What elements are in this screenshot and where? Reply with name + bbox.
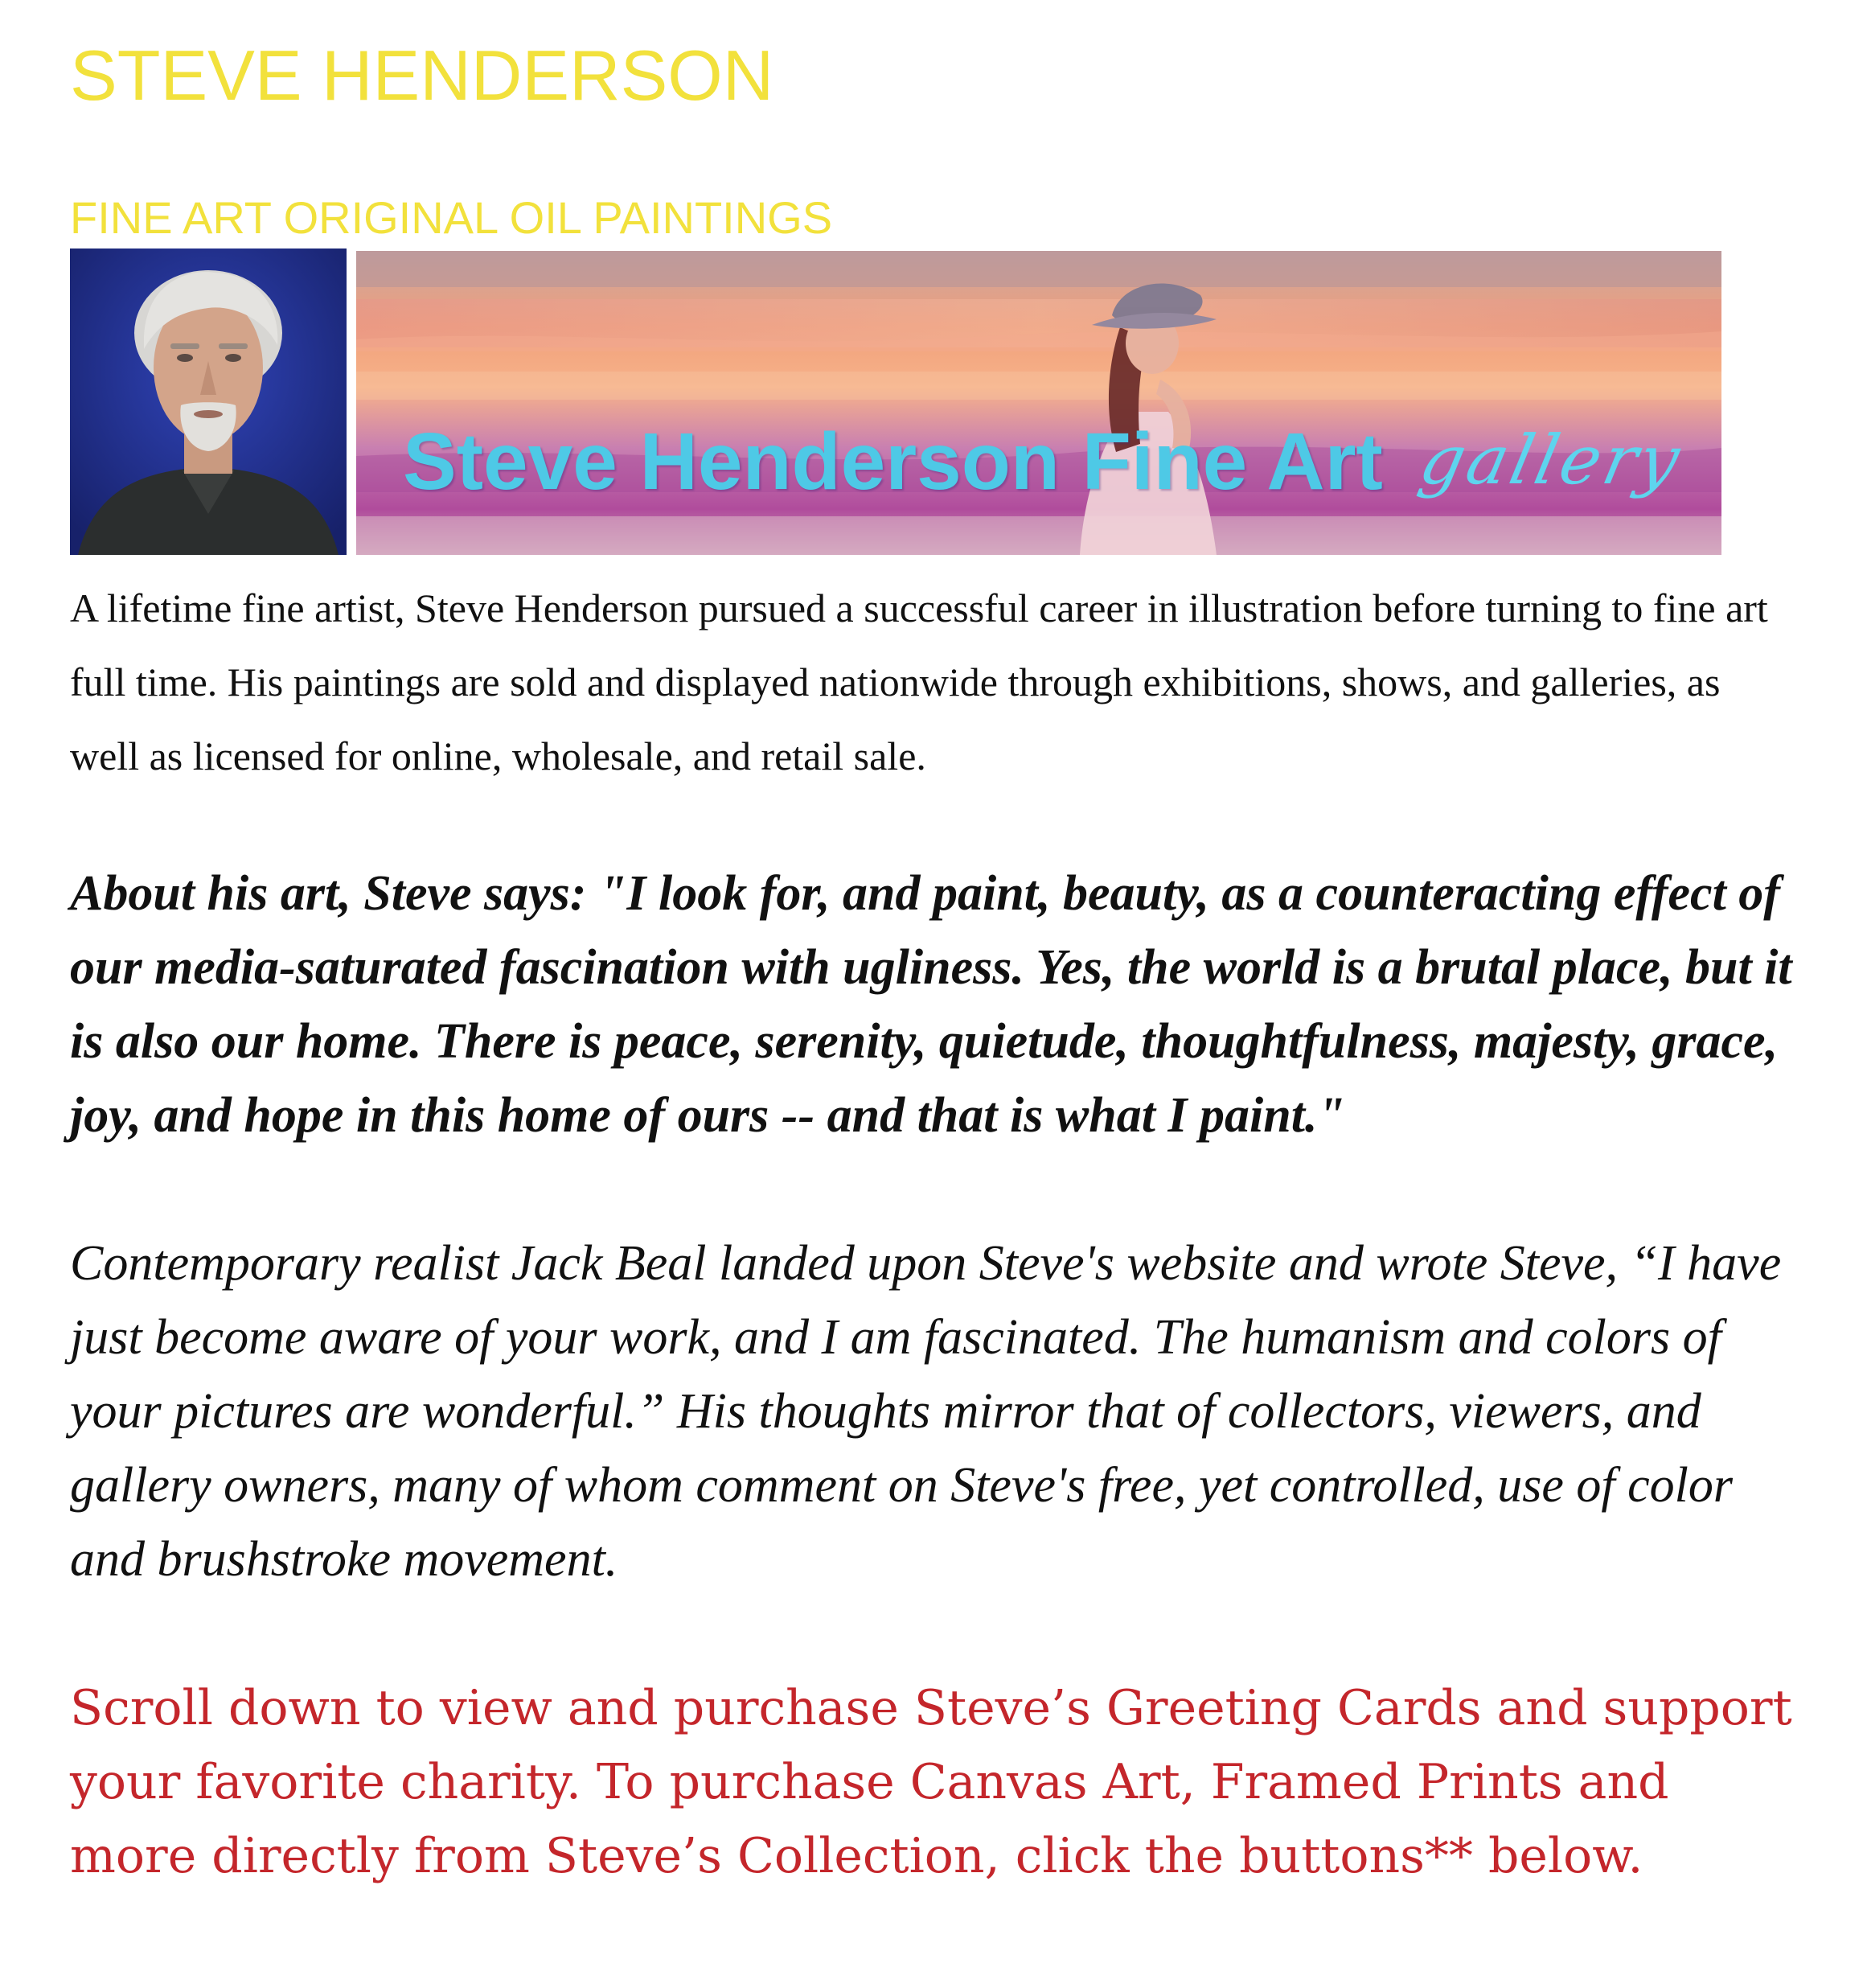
artist-intro-paragraph: A lifetime fine artist, Steve Henderson pursued a successful career in illustration before turning to fine art full time. His paintings are sold and displayed nationwide through exhibitions, shows, and galleries, as well as licensed for online, wholesale, and retail sale. xyxy=(70,585,1768,778)
artist-name-heading: STEVE HENDERSON xyxy=(70,35,774,115)
gallery-banner xyxy=(356,251,1721,555)
artist-portrait-photo xyxy=(70,249,347,555)
purchase-call-to-action: Scroll down to view and purchase Steve’s Greeting Cards and support your favorite charity. To purchase Canvas Art, Framed Prints and more directly from Steve’s Collection, click the buttons** below. xyxy=(70,1680,1792,1884)
banner-title: Steve Henderson Fine Art xyxy=(403,417,1383,507)
artist-subtitle: FINE ART ORIGINAL OIL PAINTINGS xyxy=(70,192,833,243)
jack-beal-testimonial: Contemporary realist Jack Beal landed upon Steve's website and wrote Steve, “I have just become aware of your work, and I am fascinated. The humanism and colors of your pictures are wonderful.” His thoughts mirror that of collectors, viewers, and gallery owners, many of whom comment on Steve's free, yet controlled, use of color and brushstroke movement. xyxy=(70,1236,1782,1587)
banner-script-text: gallery xyxy=(1413,421,1690,499)
artist-quote: About his art, Steve says: "I look for, and paint, beauty, as a counteracting effect of our media-saturated fascination with ugliness. Yes, the world is a brutal place, but it is also our home. There is peace, serenity, quietude, thoughtfulness, majesty, grace, joy, and hope in this home of ours -- and that is what I paint." xyxy=(70,866,1792,1143)
banner-painting xyxy=(356,251,1721,555)
